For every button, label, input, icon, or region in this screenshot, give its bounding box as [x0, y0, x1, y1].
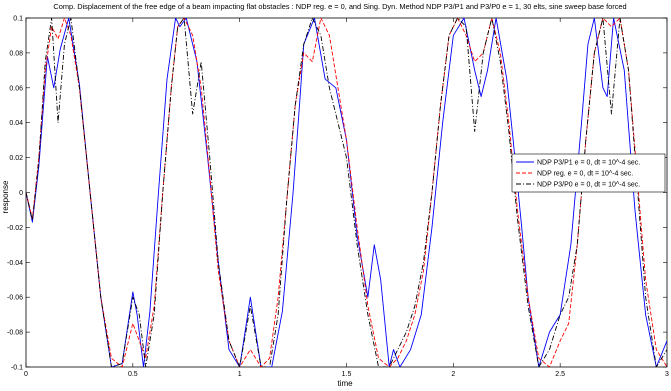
x-tick-label: 1	[237, 371, 242, 378]
x-axis-label: time	[337, 379, 353, 388]
y-tick-label: -0.08	[7, 329, 23, 337]
legend-entry-1: NDP P3/P1 e = 0, dt = 10^-4 sec.	[537, 159, 641, 167]
y-tick-label: 0.06	[9, 85, 23, 93]
legend-entry-3: NDP P3/P0 e = 0, dt = 10^-4 sec.	[537, 181, 641, 189]
y-tick-label: -0.06	[7, 294, 23, 302]
y-tick-label: 0	[19, 190, 23, 197]
axes-box	[26, 18, 667, 367]
y-axis-label: response	[1, 180, 10, 214]
y-tick-label: -0.02	[7, 224, 23, 232]
x-tick-label: 2.5	[555, 371, 566, 378]
y-tick-label: -0.1	[10, 364, 23, 372]
y-tick-label: 0.1	[13, 15, 23, 23]
x-tick-label: 2	[451, 371, 456, 378]
x-tick-label: 1.5	[341, 371, 352, 378]
y-tick-label: 0.04	[9, 120, 23, 128]
y-tick-label: 0.08	[9, 50, 23, 58]
plot-area	[7, 16, 669, 379]
x-tick-label: 0.5	[127, 371, 138, 378]
x-tick-label: 3	[665, 371, 669, 378]
legend-entry-2: NDP reg. e = 0, dt = 10^-4 sec.	[537, 170, 634, 178]
chart-title: Comp. Displacement of the free edge of a beam impacting flat obstacles : NDP reg. e = 0, and Sing. Dyn. Method NDP P3/P1 and P3/P0 e = 1, 30 elts, sine sweep base forced	[53, 2, 627, 11]
y-tick-label: -0.04	[7, 259, 23, 267]
y-tick-label: 0.02	[9, 155, 23, 163]
x-tick-label: 0	[24, 371, 28, 378]
